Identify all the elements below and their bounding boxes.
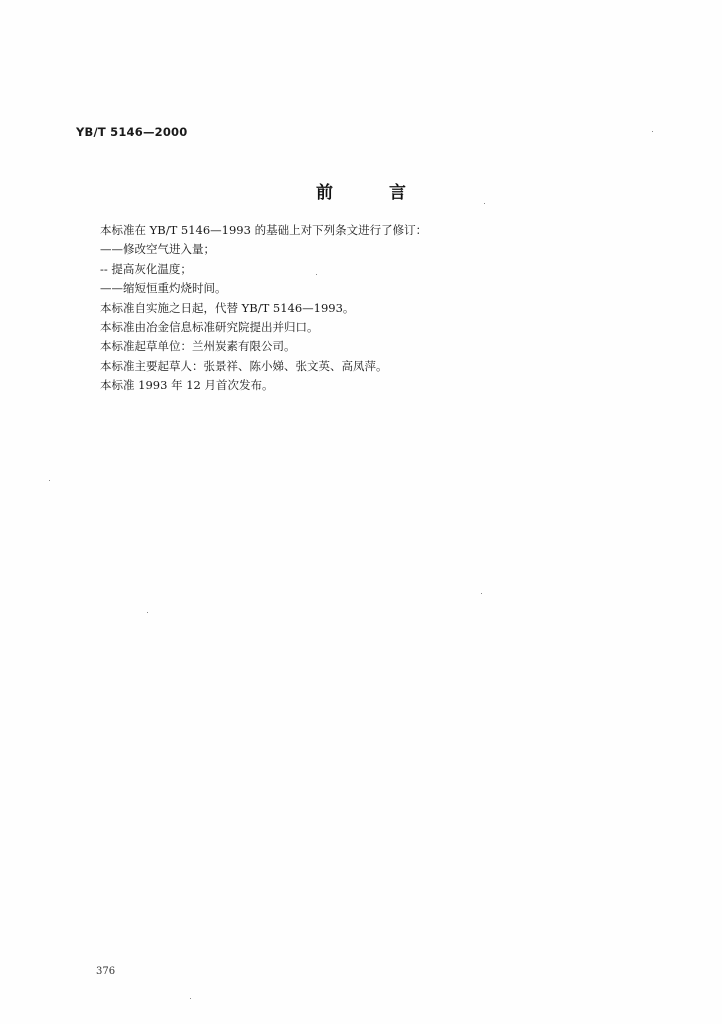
page-title [0,178,722,203]
scan-speck [190,998,191,999]
foreword-line-drafters: 本标准主要起草人：张景祥、陈小娣、张文英、高凤萍。 [100,358,388,373]
scan-speck [147,612,148,613]
foreword-line-revision-1: ——修改空气进入量； [100,242,215,257]
foreword-line-revision-2: -- 提高灰化温度； [100,261,192,276]
foreword-line-proposer: 本标准由冶金信息标准研究院提出并归口。 [100,319,319,334]
page-number: 376 [96,966,116,977]
scan-speck [481,593,482,594]
scan-speck [49,480,50,481]
foreword-line-first-issue: 本标准 1993 年 12 月首次发布。 [100,378,274,393]
foreword-line-drafting-unit: 本标准起草单位：兰州炭素有限公司。 [100,339,296,354]
foreword-line-replaces: 本标准自实施之日起，代替 YB/T 5146—1993。 [100,300,355,315]
foreword-line-revision-3: ——缩短恒重灼烧时间。 [100,281,227,296]
foreword-line-intro: 本标准在 YB/T 5146—1993 的基础上对下列条文进行了修订： [100,223,428,237]
title-part-1: 前 [316,183,333,203]
scan-speck [652,131,653,132]
foreword-body [100,221,520,396]
standard-code: YB/T 5146—2000 [76,125,188,139]
scan-speck [484,203,485,204]
title-part-2: 言 [389,183,406,203]
scan-speck [316,274,317,275]
